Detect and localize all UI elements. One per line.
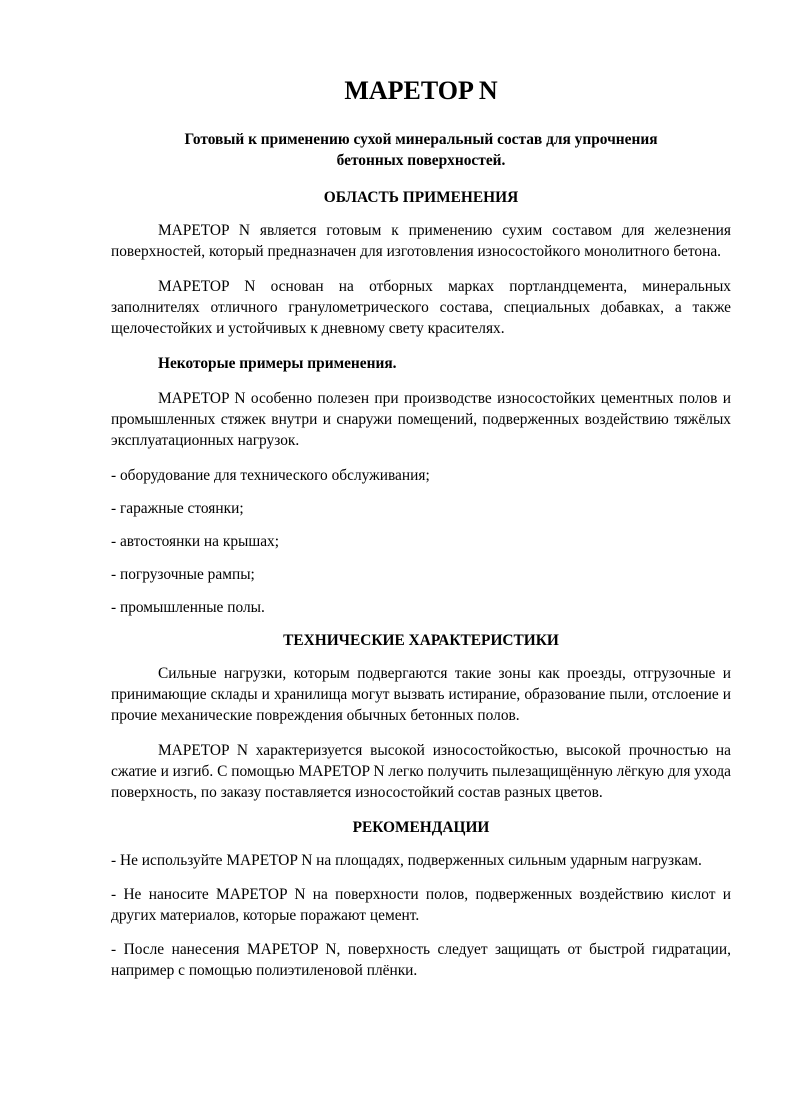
tech-paragraph-1: Сильные нагрузки, которым подвергаются такие зоны как проезды, отгрузочные и принимающие склады и хранилища могут вызвать истирание, образование пыли, отслоение и прочие механические повреждения обычных бетонных полов. <box>111 665 731 724</box>
list-item: - гаражные стоянки; <box>111 500 244 517</box>
area-paragraph-1: MAPETOP N является готовым к применению сухим составом для железнения поверхностей, который предназначен для изготовления износостойкого монолитного бетона. <box>111 222 731 260</box>
section-heading-recs: РЕКОМЕНДАЦИИ <box>352 819 490 836</box>
recommendation-item: - После нанесения MAPETOP N, поверхность следует защищать от быстрой гидратации, например с помощью полиэтиленовой плёнки. <box>111 941 731 979</box>
examples-subheading: Некоторые примеры применения. <box>158 355 397 372</box>
list-item: - погрузочные рампы; <box>111 566 255 583</box>
application-list <box>111 465 731 618</box>
list-item: - оборудование для технического обслуживания; <box>111 467 430 484</box>
document-title: MAPETOP N <box>344 76 498 105</box>
tech-paragraph-2: MAPETOP N характеризуется высокой износостойкостью, высокой прочностью на сжатие и изгиб. С помощью MAPETOP N легко получить пылезащищённую лёгкую для ухода поверхность, по заказу поставляется износостойкий состав разных цветов. <box>111 742 731 801</box>
section-heading-tech: ТЕХНИЧЕСКИЕ ХАРАКТЕРИСТИКИ <box>283 632 559 649</box>
recommendations <box>111 850 731 981</box>
document-subtitle: Готовый к применению сухой минеральный состав для упрочнения бетонных поверхностей. <box>184 131 658 169</box>
list-item: - автостоянки на крышах; <box>111 533 280 550</box>
list-item: - промышленные полы. <box>111 599 265 616</box>
area-paragraph-2: MAPETOP N основан на отборных марках портландцемента, минеральных заполнителях отличного гранулометрического состава, специальных добавках, а также щелочестойких и устойчивых к дневному свету красителях. <box>111 278 731 337</box>
recommendation-item: - Не наносите MAPETOP N на поверхности полов, подверженных воздействию кислот и других материалов, которые поражают цемент. <box>111 886 731 924</box>
examples-intro: MAPETOP N особенно полезен при производстве износостойких цементных полов и промышленных стяжек внутри и снаружи помещений, подверженных воздействию тяжёлых эксплуатационных нагрузок. <box>111 390 731 449</box>
recommendation-item: - Не используйте MAPETOP N на площадях, подверженных сильным ударным нагрузкам. <box>111 852 702 869</box>
section-heading-area: ОБЛАСТЬ ПРИМЕНЕНИЯ <box>323 189 519 206</box>
